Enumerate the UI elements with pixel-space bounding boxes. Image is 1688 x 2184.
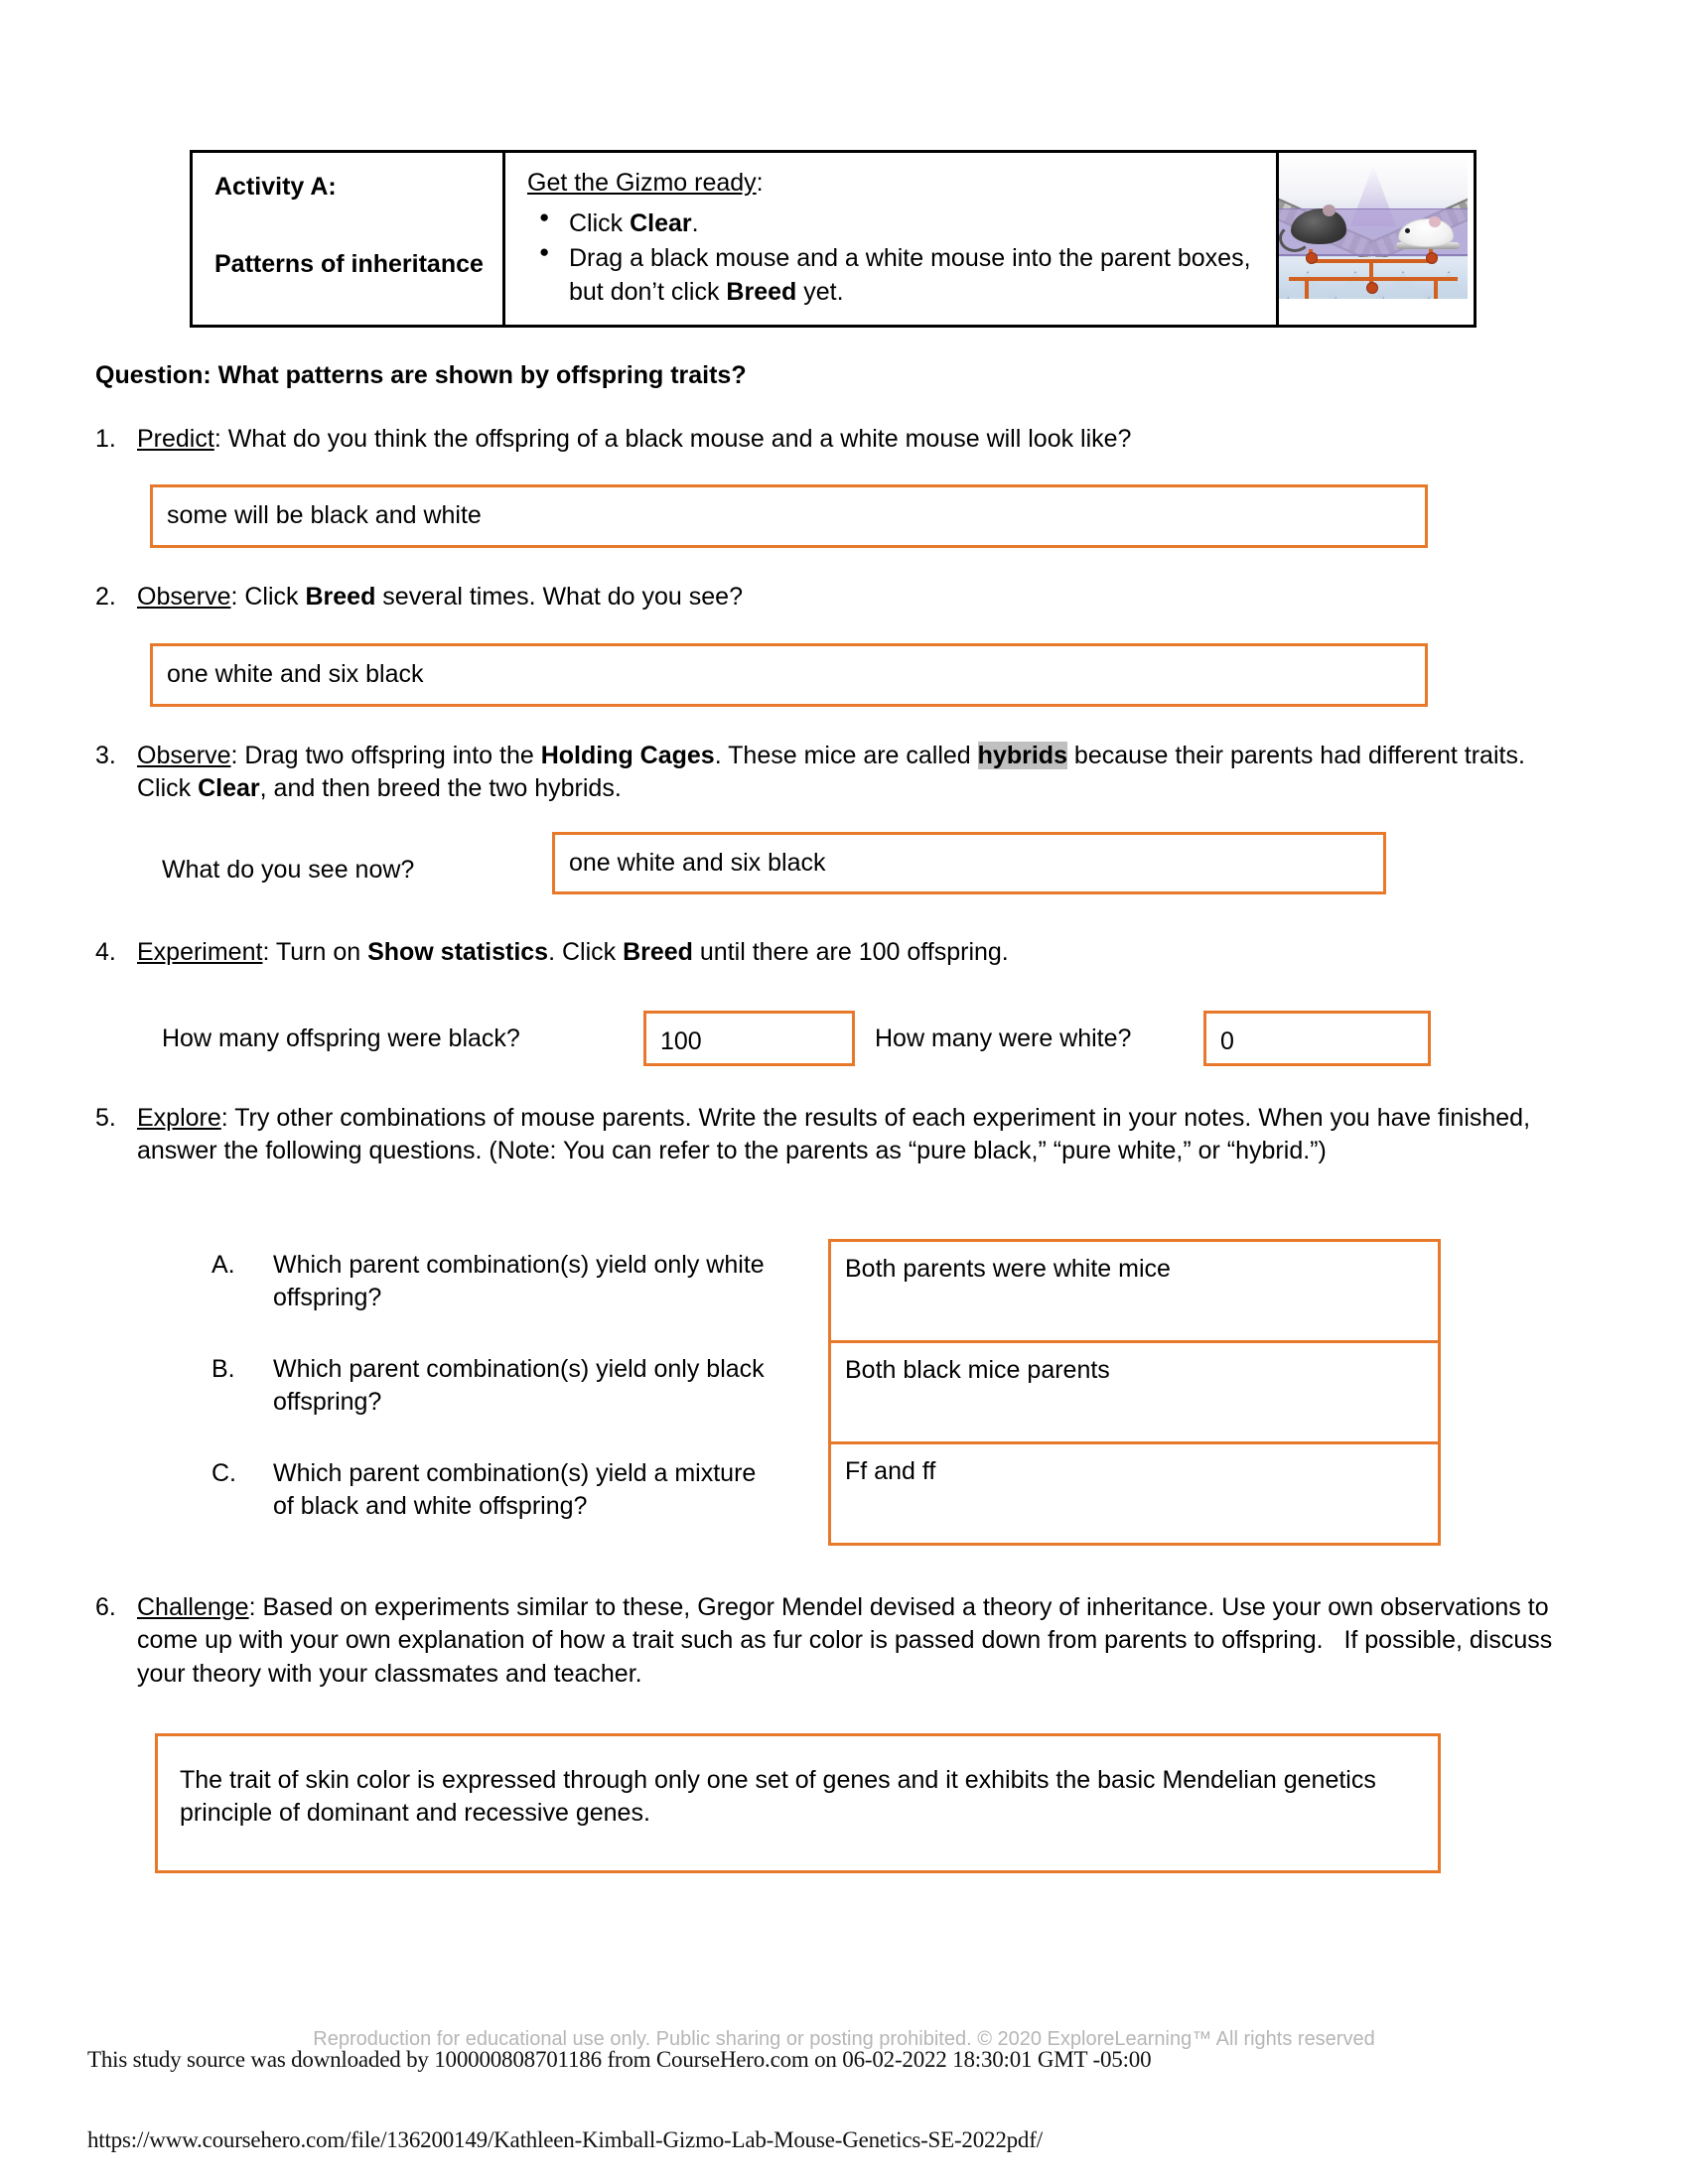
item-2-number: 2. xyxy=(95,583,116,611)
download-notice: This study source was downloaded by 100000808701186 from CourseHero.com on 06-02-2022 18:30:01 GMT -05:00 xyxy=(87,2047,1152,2072)
answer-box-c[interactable]: Ff and ff xyxy=(830,1443,1440,1545)
white-mouse-ear xyxy=(1429,216,1441,227)
item-4-text: Experiment: Turn on Show statistics. Click Breed until there are 100 offspring. xyxy=(137,938,1009,966)
gizmo-image-cell xyxy=(1278,152,1476,327)
answer-box-6[interactable]: The trait of skin color is expressed through only one set of genes and it exhibits the basic Mendelian genetics principle of dominant and recessive genes. xyxy=(155,1733,1441,1873)
table-row xyxy=(830,1241,1440,1342)
item-2 xyxy=(95,581,1575,614)
item-3 xyxy=(95,740,1585,806)
answer-box-b[interactable]: Both black mice parents xyxy=(830,1342,1440,1443)
breed-button-ref: Breed xyxy=(726,277,797,306)
hybrids-highlight: hybrids xyxy=(977,742,1067,769)
gizmo-simulation-image xyxy=(1279,153,1468,299)
item-4 xyxy=(95,936,1575,969)
activity-subtitle: Patterns of inheritance xyxy=(214,250,484,278)
pedigree-node-left xyxy=(1306,252,1318,264)
sub-question-c-letter: C. xyxy=(211,1459,236,1487)
source-url: https://www.coursehero.com/file/136200149/Kathleen-Kimball-Gizmo-Lab-Mouse-Genetics-SE-2022pdf/ xyxy=(87,2127,1043,2152)
answer-box-white-count[interactable]: 0 xyxy=(1203,1011,1431,1066)
answer-box-1[interactable]: some will be black and white xyxy=(150,484,1428,548)
sub-question-c xyxy=(211,1457,768,1524)
white-mouse-eye xyxy=(1405,228,1410,233)
clear-button-ref: Clear xyxy=(630,208,692,237)
item-1-number: 1. xyxy=(95,425,116,453)
pedigree-node-right xyxy=(1426,252,1438,264)
gizmo-ready-label xyxy=(527,167,1258,200)
item-6-number: 6. xyxy=(95,1593,116,1621)
page-title: Question: What patterns are shown by offspring traits? xyxy=(95,361,747,389)
pedigree-wire-bottom xyxy=(1289,277,1458,281)
answer-box-3[interactable]: one white and six black xyxy=(552,832,1386,894)
sub-question-a-letter: A. xyxy=(211,1251,235,1279)
item-4-white-label: How many were white? xyxy=(875,1024,1132,1052)
breed-ref-2: Breed xyxy=(305,583,376,611)
activity-header-row xyxy=(192,152,1476,327)
item-1-lead: Predict xyxy=(137,425,214,453)
instruction-item-1: ● Click Clear. xyxy=(569,207,1258,241)
gizmo-ready-colon: : xyxy=(756,169,764,197)
item-4-lead: Experiment xyxy=(137,938,263,966)
answer-box-2[interactable]: one white and six black xyxy=(150,643,1428,707)
item-2-lead: Observe xyxy=(137,583,231,611)
holding-cages-ref: Holding Cages xyxy=(540,742,715,769)
item-6 xyxy=(95,1591,1585,1691)
sub-question-a-text: Which parent combination(s) yield only white offspring? xyxy=(273,1251,765,1312)
instruction-item-2: ● Drag a black mouse and a white mouse into the parent boxes, but don’t click Breed yet. xyxy=(569,242,1258,309)
item-2-text: Observe: Click Breed several times. What do you see? xyxy=(137,583,743,611)
item-4-number: 4. xyxy=(95,938,116,966)
clear-ref-3: Clear xyxy=(198,774,260,803)
black-mouse-ear xyxy=(1323,205,1336,216)
item-4-black-label: How many offspring were black? xyxy=(162,1024,520,1052)
pedigree-drop-2 xyxy=(1434,277,1438,299)
item-3-lead: Observe xyxy=(137,742,231,769)
item-1 xyxy=(95,423,1575,456)
activity-header-table xyxy=(190,150,1477,328)
sub-question-a xyxy=(211,1249,768,1315)
activity-instructions-cell xyxy=(504,152,1278,327)
item-5-text: Explore: Try other combinations of mouse parents. Write the results of each experiment in your notes. When you have finished, answer the following questions. (Note: You can refer to the parents as “pure black,” “pure white,” or “hybrid.”) xyxy=(137,1104,1531,1165)
table-row xyxy=(830,1443,1440,1545)
sub-question-b-letter: B. xyxy=(211,1355,235,1383)
gizmo-ready-underlined: Get the Gizmo ready xyxy=(527,169,757,197)
instruction-list xyxy=(527,207,1258,310)
pedigree-node-center xyxy=(1366,282,1378,294)
sub-question-b xyxy=(211,1353,768,1420)
copyright-notice: Reproduction for educational use only. Public sharing or posting prohibited. © 2020 ExploreLearning™ All rights reserved xyxy=(313,2028,1375,2050)
activity-title-cell xyxy=(192,152,504,327)
activity-title: Activity A: xyxy=(214,173,337,201)
item-5-lead: Explore xyxy=(137,1104,221,1132)
item-5 xyxy=(95,1102,1575,1168)
item-3-sub-label: What do you see now? xyxy=(162,856,415,884)
table-row xyxy=(830,1342,1440,1443)
item-6-lead: Challenge xyxy=(137,1593,249,1621)
breed-ref-4: Breed xyxy=(623,938,693,966)
sub-question-b-text: Which parent combination(s) yield only black offspring? xyxy=(273,1355,765,1417)
answer-box-black-count[interactable]: 100 xyxy=(643,1011,855,1066)
item-6-text: Challenge: Based on experiments similar to these, Gregor Mendel devised a theory of inheritance. Use your own observations to come up with your own explanation of how a trait such as fur color is passed down from parents to offspring. If possible, discuss your theory with your classmates and teacher. xyxy=(137,1593,1553,1688)
sub-question-c-text: Which parent combination(s) yield a mixture of black and white offspring? xyxy=(273,1459,757,1521)
pedigree-drop-1 xyxy=(1305,277,1309,299)
item-5-number: 5. xyxy=(95,1104,116,1132)
answer-box-a[interactable]: Both parents were white mice xyxy=(830,1241,1440,1342)
sub-answers-table xyxy=(828,1239,1441,1546)
item-1-text: Predict: What do you think the offspring of a black mouse and a white mouse will look like? xyxy=(137,425,1132,453)
item-3-number: 3. xyxy=(95,742,116,769)
item-3-text: Observe: Drag two offspring into the Holding Cages. These mice are called hybrids because their parents had different traits. Click Clear, and then breed the two hybrids. xyxy=(137,742,1525,803)
show-statistics-ref: Show statistics xyxy=(367,938,549,966)
white-mouse-icon xyxy=(1398,218,1454,247)
